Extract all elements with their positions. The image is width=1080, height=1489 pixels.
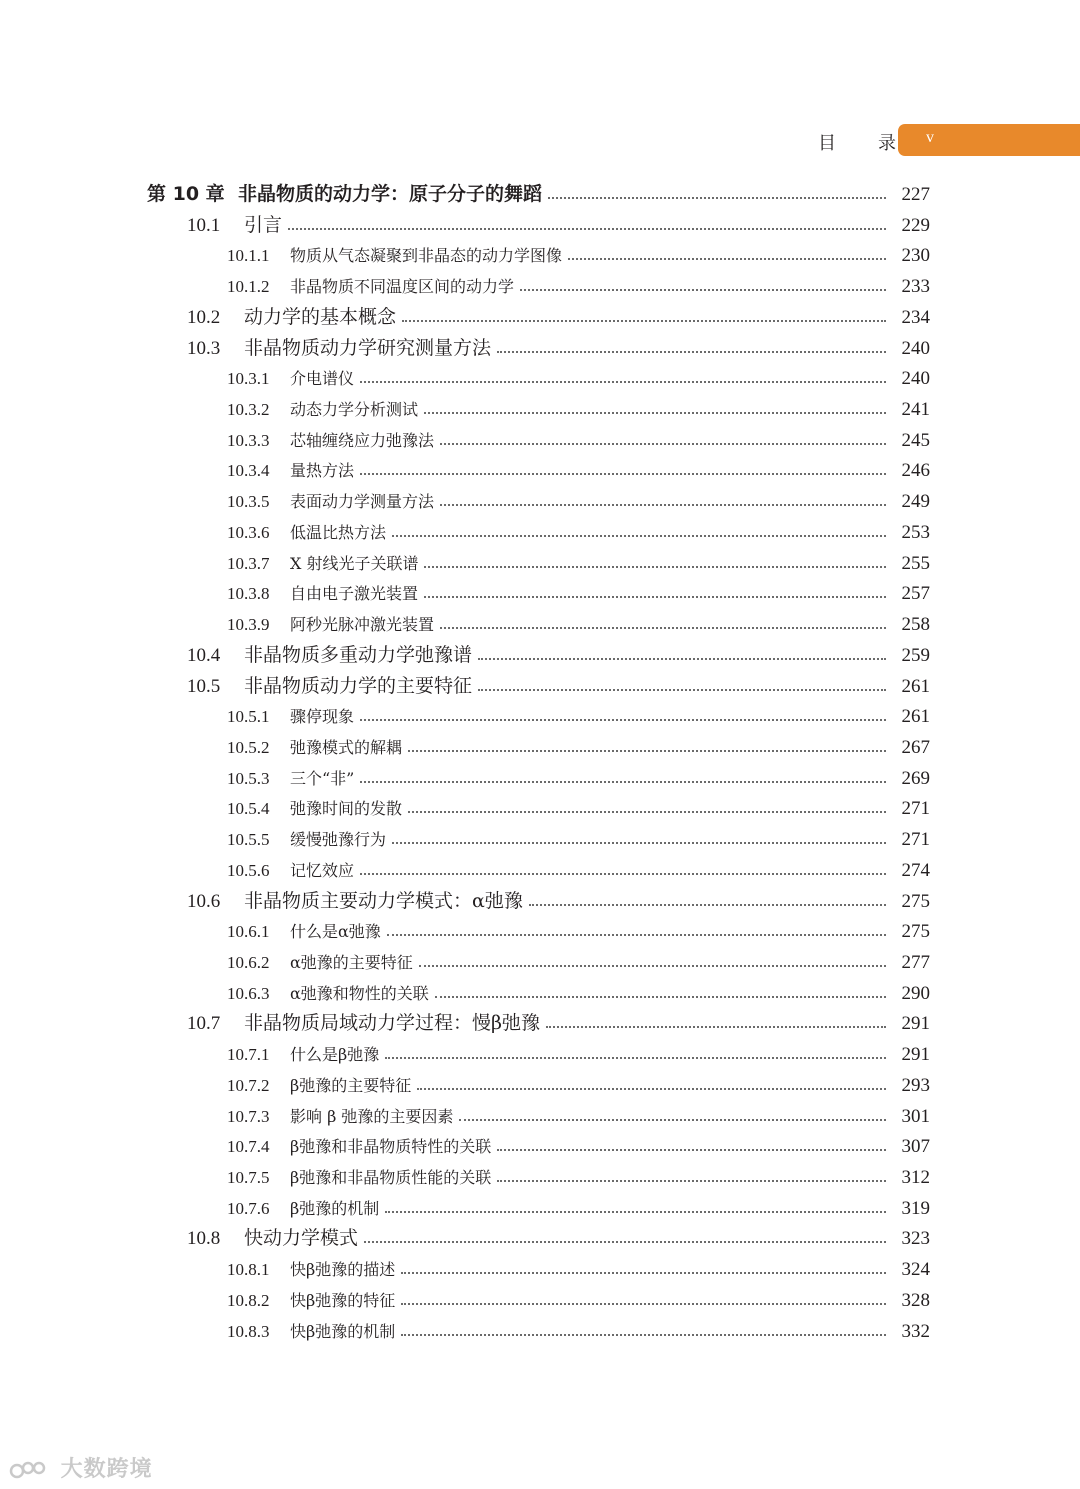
- toc-entry-number: 第 10 章: [147, 183, 225, 205]
- toc-entry[interactable]: [0, 792, 1080, 822]
- toc-leader-dots: [402, 320, 886, 322]
- toc-entry-page: 319: [901, 1197, 930, 1219]
- toc-entry-title: 芯轴缠绕应力弛豫法: [290, 430, 435, 450]
- toc-leader-dots: [417, 1088, 886, 1090]
- toc-leader-dots: [360, 473, 886, 475]
- toc-entry-number: 10.7.1: [227, 1045, 270, 1065]
- toc-leader-dots: [497, 1149, 886, 1151]
- toc-entry-number: 10.1.1: [227, 246, 270, 266]
- toc-leader-dots: [360, 873, 886, 875]
- toc-entry-page: 277: [901, 952, 930, 973]
- toc-entry-title: 非晶物质主要动力学模式：α弛豫: [244, 889, 523, 912]
- toc-entry-page: 328: [901, 1289, 930, 1311]
- toc-entry-title: 物质从气态凝聚到非晶态的动力学图像: [290, 246, 563, 266]
- toc-leader-dots: [440, 504, 886, 506]
- toc-entry-number: 10.3.9: [227, 615, 270, 635]
- toc-entry-page: 249: [901, 491, 930, 513]
- toc-entry-page: 269: [901, 767, 930, 789]
- toc-leader-dots: [424, 566, 886, 568]
- toc-entry-title: 动力学的基本概念: [244, 305, 397, 328]
- toc-entry-title: 阿秒光脉冲激光装置: [290, 615, 435, 635]
- toc-entry-title: β弛豫和非晶物质性能的关联: [290, 1168, 492, 1188]
- toc-entry-title: 引言: [244, 213, 283, 236]
- toc-entry-title: 记忆效应: [290, 860, 355, 880]
- toc-leader-dots: [478, 658, 886, 660]
- toc-entry-title: 三个“非”: [290, 768, 355, 788]
- toc-entry-page: 290: [901, 982, 930, 1004]
- toc-entry[interactable]: [0, 239, 1080, 269]
- toc-entry-number: 10.7.5: [227, 1168, 270, 1188]
- toc-entry-title: α弛豫的主要特征: [290, 953, 413, 972]
- toc-entry-title: 动态力学分析测试: [290, 400, 419, 420]
- toc-entry-title: 弛豫模式的解耦: [290, 737, 403, 757]
- toc-entry-number: 10.6.1: [227, 922, 270, 942]
- toc-entry-title: 骤停现象: [290, 707, 355, 727]
- toc-entry[interactable]: [0, 209, 1080, 239]
- toc-leader-dots: [546, 1026, 886, 1028]
- toc-leader-dots: [408, 750, 886, 752]
- toc-entry[interactable]: [0, 823, 1080, 853]
- toc-leader-dots: [520, 289, 886, 291]
- toc-entry[interactable]: [0, 424, 1080, 454]
- toc-entry[interactable]: [0, 700, 1080, 730]
- toc-entry-title: 弛豫时间的发散: [290, 799, 403, 819]
- toc-entry-page: 259: [901, 644, 930, 666]
- toc-entry[interactable]: [0, 915, 1080, 945]
- toc-entry-title: 非晶物质多重动力学弛豫谱: [244, 643, 473, 666]
- toc-entry-number: 10.6.3: [227, 983, 270, 1003]
- toc-entry-page: 332: [901, 1320, 930, 1342]
- toc-entry-number: 10.7.2: [227, 1075, 270, 1095]
- toc-entry-page: 234: [901, 306, 930, 328]
- toc-entry-page: 291: [901, 1044, 930, 1066]
- toc-entry[interactable]: [0, 731, 1080, 761]
- toc-leader-dots: [548, 197, 886, 199]
- toc-entry[interactable]: [0, 1161, 1080, 1191]
- toc-entry-title: 什么是β弛豫: [290, 1045, 380, 1065]
- toc-entry-title: 介电谱仪: [290, 369, 355, 389]
- toc-entry[interactable]: [0, 1222, 1080, 1252]
- toc-entry[interactable]: [0, 762, 1080, 792]
- toc-entry-page: 229: [901, 214, 930, 236]
- toc-entry-page: 233: [901, 276, 930, 298]
- toc-entry[interactable]: [0, 485, 1080, 515]
- toc-entry-page: 241: [901, 399, 930, 421]
- toc-leader-dots: [401, 1334, 886, 1336]
- toc-entry-page: 261: [901, 706, 930, 728]
- toc-leader-dots: [497, 351, 886, 353]
- toc-entry-number: 10.8: [187, 1228, 221, 1250]
- toc-entry-page: 301: [901, 1105, 930, 1127]
- toc-entry-title: 快动力学模式: [244, 1227, 359, 1250]
- toc-entry-title: X 射线光子关联谱: [290, 553, 419, 573]
- toc-entry-number: 10.3.7: [227, 553, 270, 573]
- toc-entry-number: 10.8.3: [227, 1321, 270, 1341]
- watermark: [8, 1452, 153, 1483]
- toc-entry[interactable]: [0, 270, 1080, 300]
- toc-leader-dots: [392, 535, 886, 537]
- toc-entry-number: 10.7.6: [227, 1198, 270, 1218]
- toc-entry-number: 10.8.1: [227, 1260, 270, 1280]
- toc-entry-number: 10.3.6: [227, 522, 270, 542]
- toc-leader-dots: [497, 1180, 886, 1182]
- toc-leader-dots: [288, 228, 886, 230]
- toc-leader-dots: [478, 689, 886, 691]
- toc-entry-title: β弛豫的主要特征: [290, 1075, 412, 1095]
- toc-entry-title: 表面动力学测量方法: [290, 492, 435, 512]
- toc-leader-dots: [568, 258, 886, 260]
- toc-entry-number: 10.5.6: [227, 860, 270, 880]
- toc-entry-title: 快β弛豫的描述: [290, 1260, 396, 1280]
- toc-leader-dots: [419, 965, 886, 967]
- toc-entry-title: β弛豫的机制: [290, 1198, 380, 1218]
- toc-leader-dots: [385, 1057, 886, 1059]
- toc-entry-title: 快β弛豫的机制: [290, 1321, 396, 1341]
- toc-entry[interactable]: [0, 1007, 1080, 1037]
- toc-entry[interactable]: [0, 946, 1080, 976]
- toc-leader-dots: [424, 412, 886, 414]
- toc-leader-dots: [401, 1303, 886, 1305]
- toc-entry-page: 271: [901, 829, 930, 851]
- toc-leader-dots: [360, 381, 886, 383]
- page-number-roman: v: [926, 129, 934, 146]
- toc-entry-title: 什么是α弛豫: [290, 922, 381, 942]
- toc-entry[interactable]: [0, 1069, 1080, 1099]
- toc-entry-number: 10.3.3: [227, 430, 270, 450]
- toc-entry-page: 258: [901, 614, 930, 636]
- toc-entry[interactable]: [0, 1100, 1080, 1130]
- header-page-band: [898, 124, 1080, 156]
- toc-entry-number: 10.1: [187, 214, 221, 236]
- toc-entry[interactable]: [0, 977, 1080, 1007]
- toc-entry-number: 10.1.2: [227, 277, 270, 297]
- toc-entry[interactable]: [0, 670, 1080, 700]
- toc-entry[interactable]: [0, 301, 1080, 331]
- toc-entry-title: 自由电子激光装置: [290, 584, 419, 604]
- toc-entry-page: 230: [901, 245, 930, 267]
- toc-entry-page: 324: [901, 1259, 930, 1281]
- toc-entry[interactable]: [0, 639, 1080, 669]
- toc-entry[interactable]: [0, 454, 1080, 484]
- toc-entry-number: 10.3.5: [227, 492, 270, 512]
- toc-entry-number: 10.6: [187, 890, 221, 912]
- toc-entry[interactable]: [0, 178, 1080, 208]
- toc-entry-number: 10.5.3: [227, 768, 270, 788]
- toc-leader-dots: [360, 719, 886, 721]
- toc-leader-dots: [435, 996, 886, 998]
- toc-entry-title: 快β弛豫的特征: [290, 1290, 396, 1310]
- toc-entry[interactable]: [0, 1130, 1080, 1160]
- toc-entry-number: 10.2: [187, 306, 221, 328]
- toc-leader-dots: [440, 627, 886, 629]
- toc-entry[interactable]: [0, 1038, 1080, 1068]
- toc-entry[interactable]: [0, 885, 1080, 915]
- toc-entry[interactable]: [0, 1253, 1080, 1283]
- toc-entry-page: 274: [901, 859, 930, 881]
- toc-entry-page: 271: [901, 798, 930, 820]
- toc-entry-number: 10.6.2: [227, 953, 270, 972]
- toc-leader-dots: [392, 842, 886, 844]
- toc-entry[interactable]: [0, 1192, 1080, 1222]
- toc-entry-page: 275: [901, 890, 930, 912]
- toc-entry-page: 307: [901, 1136, 930, 1158]
- toc-entry[interactable]: [0, 1315, 1080, 1345]
- toc-entry-page: 312: [901, 1167, 930, 1189]
- toc-entry[interactable]: [0, 516, 1080, 546]
- toc-entry[interactable]: [0, 547, 1080, 577]
- toc-entry-number: 10.7: [187, 1013, 221, 1035]
- toc-entry-number: 10.7.3: [227, 1106, 270, 1126]
- toc-entry-number: 10.5.4: [227, 799, 270, 819]
- toc-entry[interactable]: [0, 393, 1080, 423]
- toc-entry[interactable]: [0, 362, 1080, 392]
- toc-leader-dots: [459, 1119, 886, 1121]
- toc-leader-dots: [401, 1272, 886, 1274]
- toc-entry-page: 293: [901, 1074, 930, 1096]
- toc-entry-page: 323: [901, 1228, 930, 1250]
- toc-entry-number: 10.4: [187, 644, 221, 666]
- header-title-char-2: 录: [878, 133, 896, 154]
- toc-entry-number: 10.5: [187, 675, 221, 697]
- running-header-title: [818, 128, 896, 156]
- toc-entry-page: 261: [901, 675, 930, 697]
- toc-entry-page: 275: [901, 921, 930, 943]
- toc-entry-page: 257: [901, 583, 930, 605]
- toc-entry-number: 10.5.1: [227, 707, 270, 727]
- toc-entry-page: 227: [901, 184, 930, 205]
- toc-entry-title: 非晶物质局域动力学过程：慢β弛豫: [244, 1012, 540, 1035]
- toc-entry-page: 253: [901, 521, 930, 543]
- toc-leader-dots: [360, 781, 886, 783]
- toc-leader-dots: [408, 811, 886, 813]
- toc-entry-page: 291: [901, 1013, 930, 1035]
- toc-entry-page: 240: [901, 337, 930, 359]
- toc-leader-dots: [387, 934, 886, 936]
- toc-entry-page: 267: [901, 736, 930, 758]
- toc-entry[interactable]: [0, 854, 1080, 884]
- toc-entry-title: 非晶物质的动力学：原子分子的舞蹈: [238, 183, 543, 205]
- toc-entry-title: 非晶物质不同温度区间的动力学: [290, 277, 515, 297]
- toc-entry-page: 240: [901, 368, 930, 390]
- toc-entry-number: 10.3.1: [227, 369, 270, 389]
- toc-entry-page: 246: [901, 460, 930, 482]
- toc-entry-number: 10.3.2: [227, 400, 270, 420]
- watermark-logo-icon: [8, 1459, 52, 1481]
- toc-entry-title: 非晶物质动力学研究测量方法: [244, 336, 492, 359]
- toc-leader-dots: [364, 1241, 886, 1243]
- toc-entry[interactable]: [0, 608, 1080, 638]
- toc-entry-number: 10.5.5: [227, 830, 270, 850]
- toc-entry-title: 低温比热方法: [290, 522, 387, 542]
- toc-leader-dots: [424, 596, 886, 598]
- toc-leader-dots: [529, 904, 886, 906]
- toc-leader-dots: [385, 1211, 886, 1213]
- toc-entry[interactable]: [0, 577, 1080, 607]
- toc-entry-title: 影响 β 弛豫的主要因素: [290, 1106, 454, 1126]
- toc-entry-number: 10.3: [187, 337, 221, 359]
- toc-entry-page: 255: [901, 552, 930, 574]
- toc-entry-title: 缓慢弛豫行为: [290, 830, 387, 850]
- toc-entry-number: 10.3.8: [227, 584, 270, 604]
- toc-entry-number: 10.3.4: [227, 461, 270, 481]
- toc-entry-number: 10.5.2: [227, 737, 270, 757]
- toc-entry-title: 量热方法: [290, 461, 355, 481]
- watermark-text: 大数跨境: [60, 1457, 153, 1482]
- toc-entry-number: 10.8.2: [227, 1290, 270, 1310]
- toc-entry[interactable]: [0, 332, 1080, 362]
- toc-entry[interactable]: [0, 1284, 1080, 1314]
- toc-entry-page: 245: [901, 429, 930, 451]
- toc-entry-number: 10.7.4: [227, 1137, 270, 1157]
- header-title-char-1: 目: [818, 133, 836, 154]
- toc-entry-title: β弛豫和非晶物质特性的关联: [290, 1137, 492, 1157]
- toc-entry-title: 非晶物质动力学的主要特征: [244, 674, 473, 697]
- toc-leader-dots: [440, 443, 886, 445]
- toc-entry-title: α弛豫和物性的关联: [290, 983, 429, 1003]
